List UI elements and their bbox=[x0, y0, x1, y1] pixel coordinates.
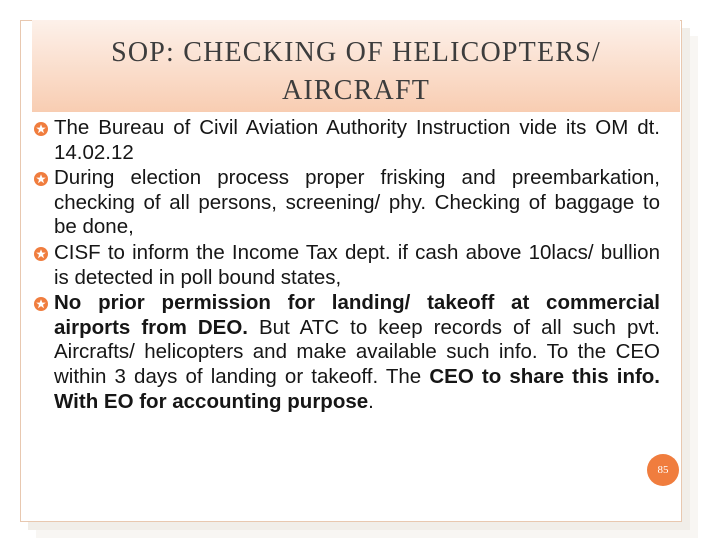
bullet-text: . bbox=[368, 389, 374, 413]
slide-title bbox=[32, 34, 680, 110]
title-line-1: SOP: CHECKING OF HELICOPTERS/ bbox=[111, 37, 601, 68]
bullet-text: CISF to inform the Income Tax dept. if cash above 10lacs/ bullion is detected in poll bound states, bbox=[54, 240, 660, 289]
star-bullet-icon bbox=[34, 247, 48, 261]
bullet-list bbox=[34, 116, 660, 415]
bullet-item bbox=[34, 241, 660, 290]
bullet-item bbox=[34, 116, 660, 165]
bullet-text: But ATC to keep records of all such pvt. Aircrafts/ helicopters and make available such info. To the CEO within 3 days of landing or takeoff. The bbox=[54, 315, 660, 388]
bullet-text: During election process proper frisking and preembarkation, checking of all persons, screening/ phy. Checking of baggage to be done, bbox=[54, 166, 660, 239]
bullet-bold-text: No prior permission for landing/ takeoff at commercial airports from DEO. bbox=[54, 291, 660, 339]
bullet-bold-text: CEO to share this info. With EO for accounting purpose bbox=[54, 364, 661, 413]
bullet-item bbox=[34, 291, 660, 414]
star-bullet-icon bbox=[34, 122, 48, 136]
bullet-text: The Bureau of Civil Aviation Authority Instruction vide its OM dt. 14.02.12 bbox=[54, 116, 660, 164]
bullet-item bbox=[34, 166, 660, 240]
star-bullet-icon bbox=[34, 172, 48, 186]
page-number-badge: 85 bbox=[647, 454, 679, 486]
star-bullet-icon bbox=[34, 297, 48, 311]
title-line-2: AIRCRAFT bbox=[281, 75, 431, 106]
